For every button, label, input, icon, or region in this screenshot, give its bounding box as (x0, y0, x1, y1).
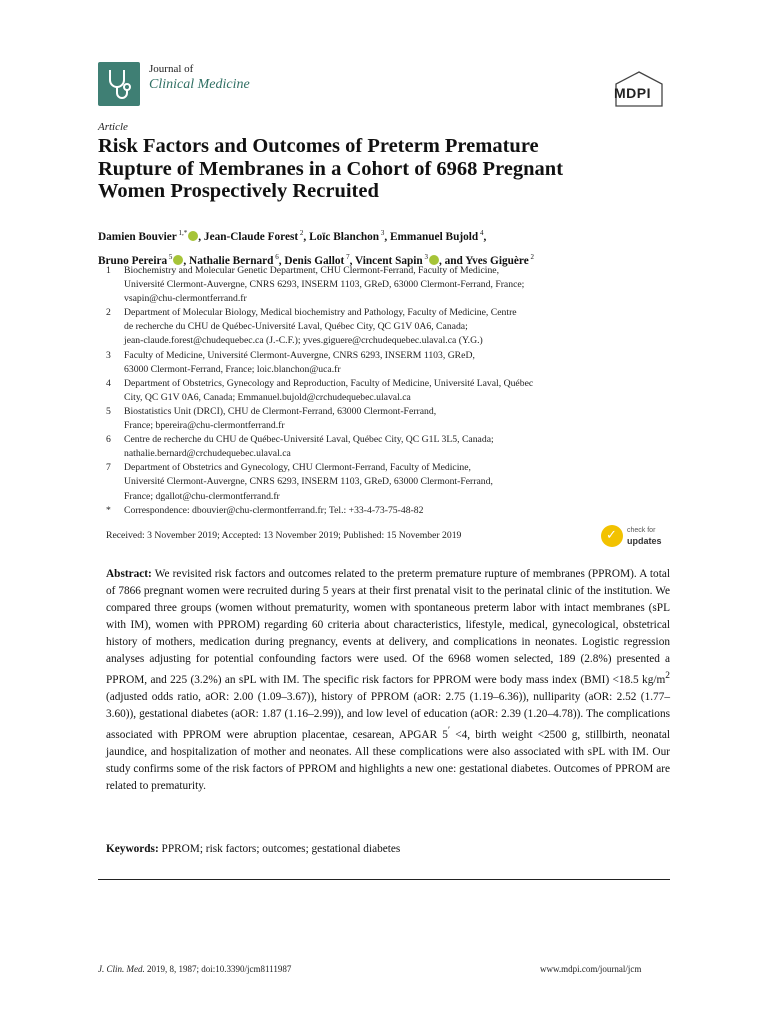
author-affiliation-sup: 5 (167, 252, 173, 261)
affiliation-number: 6 (106, 434, 111, 446)
affiliation-text: Department of Obstetrics, Gynecology and Reproduction, Faculty of Medicine, Université Laval, Québec City, QC G1V 0A6, Canada; Emmanuel.bujold@crchudequebec.ulaval.ca (124, 377, 534, 403)
affiliation-item (106, 461, 686, 503)
affiliation-number: 4 (106, 377, 111, 389)
title-line: Women Prospectively Recruited (98, 180, 379, 202)
affiliation-text: Department of Obstetrics and Gynecology, CHU Clermont-Ferrand, Faculty of Medicine, Université Clermont-Auvergne, CNRS 6293, INSERM 1103, GReD, 63000 Clermont-Ferrand, France; dgallot@chu-clermontferrand.fr (124, 462, 493, 502)
author-name[interactable]: Emmanuel Bujold (389, 230, 479, 243)
affiliation-text: Faculty of Medicine, Université Clermont-Auvergne, CNRS 6293, INSERM 1103, GReD, 63000 Clermont-Ferrand, France; loic.blanchon@uca.fr (124, 349, 475, 375)
affiliation-text: Correspondence: dbouvier@chu-clermontferrand.fr; Tel.: +33-4-73-75-48-82 (124, 504, 424, 516)
affiliation-item (106, 433, 686, 461)
check-updates-line2: updates (627, 536, 662, 546)
keywords (106, 843, 400, 855)
author-name[interactable]: Nathalie Bernard (189, 254, 274, 267)
affiliation-item (106, 349, 686, 377)
author-affiliation-sup: 2 (528, 252, 534, 261)
author-affiliation-sup: 7 (344, 252, 350, 261)
author-name[interactable]: Loïc Blanchon (309, 230, 380, 243)
abstract-sup: 2 (665, 671, 670, 681)
journal-name: Clinical Medicine (149, 77, 250, 92)
author-name[interactable]: Denis Gallot (284, 254, 345, 267)
abstract-text: (adjusted odds ratio, aOR: 2.00 (1.09–3.67)), history of PPROM (aOR: 2.75 (1.19–6.36)), nulliparity (aOR: 2.52 (1.77–3.60)), gestational diabetes (aOR: 1.87 (1.16–2.99)), and low level of education (aOR: 2.39 (1.20–4.78)). The complications associated with PPROM were abruption placentae, cesarean, APGAR 5 (106, 690, 670, 741)
affiliation-number: * (106, 504, 111, 516)
title-line: Rupture of Membranes in a Cohort of 6968 Pregnant (98, 157, 564, 180)
keywords-text: PPROM; risk factors; outcomes; gestational diabetes (158, 843, 401, 855)
affiliation-number: 2 (106, 307, 111, 319)
author-name[interactable]: Bruno Pereira (98, 254, 168, 267)
affiliation-item (106, 264, 686, 306)
author-affiliation-sup: 6 (273, 252, 279, 261)
abstract-label: Abstract: (106, 568, 152, 580)
author-affiliation-sup: 1,* (176, 229, 188, 237)
author-name[interactable]: Jean-Claude Forest (203, 230, 299, 243)
affiliation-number: 7 (106, 462, 111, 474)
citation-details: 2019, 8, 1987; doi:10.3390/jcm8111987 (144, 964, 292, 974)
author-affiliation-sup: 4 (478, 229, 484, 237)
affiliation-item (106, 405, 686, 433)
author-name[interactable]: and Yves Giguère (444, 254, 529, 267)
affiliation-number: 1 (106, 265, 111, 276)
affiliation-list (106, 264, 686, 518)
divider (98, 879, 670, 880)
affiliation-number: 3 (106, 349, 111, 361)
affiliation-number: 5 (106, 405, 111, 417)
abstract-sup: ′ (447, 725, 451, 736)
check-updates-line1: check for (627, 527, 656, 534)
abstract-text: We revisited risk factors and outcomes related to the preterm premature rupture of membranes (PPROM). A total of 7866 pregnant women were recruited during 5 years at their first prenatal visit to the perinatal clinic of the institution. We compared three groups (women without prematurity, women with spontaneous preterm labor with intact membranes (sPL with IM), women with PPROM) regarding 60 criteria about characteristics, lifestyle, medical, gynecological, obstetrical history of mothers, medication during pregnancy, events at delivery, and complications in neonates. Logistic regression analyses adjusting for potential confounding factors were used. Of the 6968 women selected, 189 (2.8%) presented a PPROM, and 225 (3.2%) an sPL with IM. The specific risk factors for PPROM were body mass index (BMI) <18.5 kg/m (106, 568, 670, 686)
author-line: Bruno Pereira $^5$ , Nathalie Bernard $^6$, Denis Gallot $^7$, Vincent Sapin $^3$ , and Yves Giguère $^2$ (98, 252, 534, 267)
citation-journal: J. Clin. Med. (98, 964, 145, 974)
affiliation-text: Centre de recherche du CHU de Québec-Université Laval, Québec City, QC G1L 3L5, Canada; nathalie.bernard@crchudequebec.ulaval.ca (124, 434, 494, 460)
abstract-text: <4, birth weight <2500 g, stillbirth, neonatal jaundice, and hospitalization of mother and neonates. All these complications were also associated with sPL with IM. Our study confirms some of the risk factors of PPROM and highlights a new one: gestational diabetes. Outcomes of PPROM are related to prematurity. (106, 728, 670, 792)
affiliation-item (106, 504, 686, 518)
affiliation-text: Biostatistics Unit (DRCI), CHU de Clermont-Ferrand, 63000 Clermont-Ferrand, France; bpereira@chu-clermontferrand.fr (124, 405, 437, 432)
journal-prefix: Journal of (149, 63, 194, 75)
affiliation-item (106, 306, 686, 348)
author-name[interactable]: Damien Bouvier (98, 230, 177, 243)
article-type: Article (98, 121, 128, 133)
keywords-label: Keywords: (106, 843, 159, 855)
journal-url-link[interactable]: www.mdpi.com/journal/jcm (540, 964, 642, 974)
checkmark-icon: ✓ (606, 528, 617, 543)
affiliation-text: Biochemistry and Molecular Genetic Department, CHU Clermont-Ferrand, Faculty of Medicine, Université Clermont-Auvergne, CNRS 6293, INSERM 1103, GReD, 63000 Clermont-Ferrand, France; vsapin@chu-clermontferrand.fr (124, 265, 525, 305)
publisher-logo-text: MDPI (614, 85, 651, 101)
title-line: Risk Factors and Outcomes of Preterm Premature (98, 135, 539, 157)
author-affiliation-sup: 2 (298, 229, 304, 237)
affiliation-text: Department of Molecular Biology, Medical biochemistry and Pathology, Faculty of Medicine, Centre de recherche du CHU de Québec-Université Laval, Québec City, QC G1V 0A6, Canada; jean-claude.forest@chudequebec.ca (J.-C.F.); yves.giguere@crchudequebec.ulaval.ca (Y.G.) (124, 307, 517, 347)
citation (98, 964, 291, 974)
journal-logo (98, 62, 140, 106)
affiliation-item (106, 377, 686, 405)
orcid-icon[interactable] (188, 231, 198, 241)
stethoscope-icon (98, 62, 140, 106)
publication-dates: Received: 3 November 2019; Accepted: 13 November 2019; Published: 15 November 2019 (106, 530, 462, 541)
author-name[interactable]: Vincent Sapin (355, 254, 423, 267)
abstract (106, 566, 670, 795)
author-line: Damien Bouvier $^{1,*}$ , Jean-Claude Forest $^2$, Loïc Blanchon $^3$, Emmanuel Bujold $^4$, (98, 229, 487, 243)
author-affiliation-sup: 3 (379, 229, 385, 237)
article-title (98, 135, 658, 203)
author-affiliation-sup: 3 (422, 252, 428, 261)
